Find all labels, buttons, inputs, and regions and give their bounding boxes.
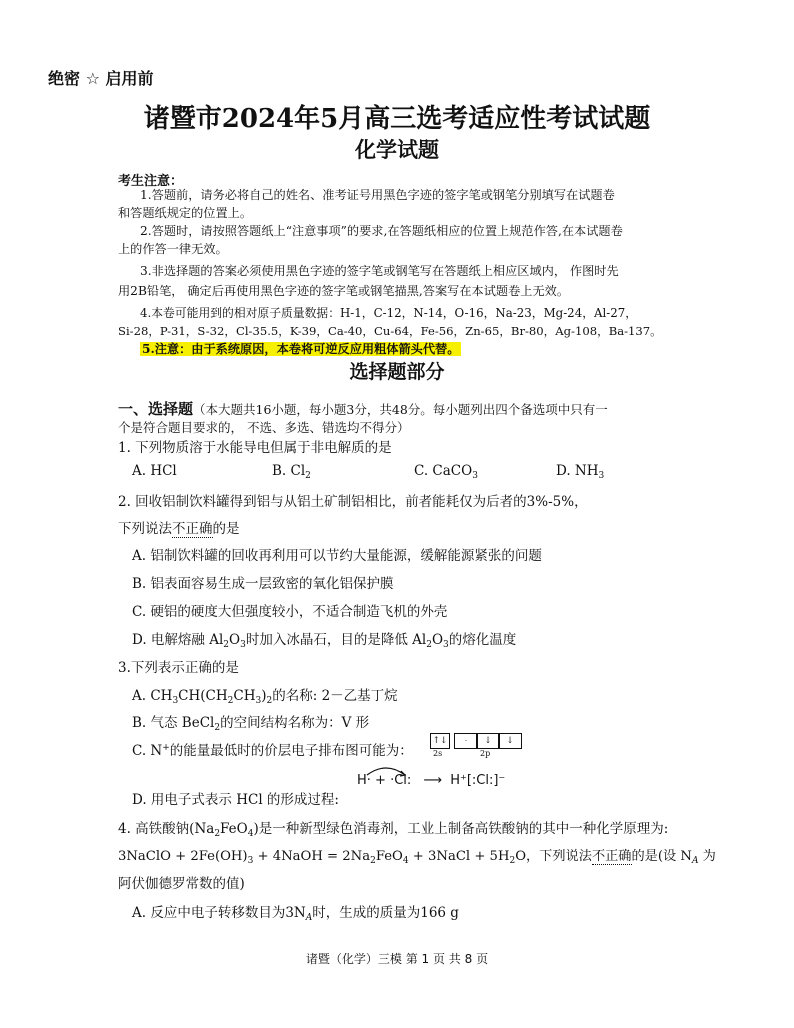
- part1-description: （本大题共16小题，每小题3分，共48分。每小题列出四个备选项中只有一: [193, 402, 608, 417]
- q3-option-a: [132, 684, 398, 704]
- q4-eq-s2: 2: [370, 856, 376, 866]
- q4-a-sub: A: [305, 913, 313, 923]
- q2-stem2-pre: 下列说法: [118, 521, 172, 537]
- q3-c-pre: C. N: [132, 743, 163, 759]
- notice-item-2: 2.答题时，请按照答题纸上“注意事项”的要求,在答题纸相应的位置上规范作答,在本试题卷: [140, 224, 623, 238]
- q1-d-sub: 3: [598, 471, 605, 481]
- q2-stem: 2. 回收铝制饮料罐得到铝与从铝土矿制铝相比，前者能耗仅为后者的3%-5%，: [118, 494, 588, 510]
- notice-item-4-cont: Si-28，P-31，S-32，Cl-35.5，K-39，Ca-40，Cu-64，Fe-56，Zn-65，Br-80，Ag-108，Ba-137。: [118, 324, 662, 338]
- q3-option-b: [132, 711, 369, 731]
- q3-b-sub: 2: [214, 723, 221, 733]
- q4-stem-pre: 4. 高铁酸钠(Na: [118, 821, 215, 837]
- q4-stem: [118, 817, 668, 837]
- q1-b-pre: B. Cl: [272, 463, 306, 479]
- confidential-label: 绝密 ☆ 启用前: [48, 69, 154, 88]
- q4-stem-post: )是一种新型绿色消毒剂，工业上制备高铁酸钠的其中一种化学原理为:: [253, 821, 669, 837]
- q2-d-mid3: O: [431, 632, 444, 648]
- q3-option-c: [132, 739, 413, 759]
- q4-stem-s2: 4: [247, 829, 254, 839]
- q3-a-s2: 2: [227, 696, 234, 706]
- q3-c-post: 的能量最低时的价层电子排布图可能为：: [169, 743, 413, 759]
- q3-a-s1: 3: [172, 696, 179, 706]
- q1-option-a: A. HCl: [132, 463, 177, 479]
- exam-subtitle: 化学试题: [355, 137, 439, 162]
- q4-eq-m3: + 3NaCl + 5H: [408, 849, 510, 864]
- q2-option-c: C. 硬铝的硬度大但强度较小，不适合制造飞机的外壳: [132, 604, 448, 620]
- reaction-arrow-icon: ⟶: [423, 773, 443, 788]
- q3-a-m2: CH: [233, 688, 256, 704]
- notice-item-1-cont: 和答题纸规定的位置上。: [118, 206, 253, 220]
- q3-a-s4: 2: [266, 696, 273, 706]
- q1-c-sub: 3: [472, 471, 478, 481]
- q2-stem-cont: [118, 517, 240, 537]
- q2-d-sub4: 3: [443, 640, 449, 650]
- hcl-product: H⁺[:Cl:]⁻: [450, 773, 506, 788]
- notice-item-4: 4.本卷可能用到的相对原子质量数据：H-1，C-12，N-14，O-16，Na-23，Mg-24，Al-27，: [140, 306, 638, 320]
- q3-option-d: D. 用电子式表示 HCl 的形成过程:: [132, 792, 339, 808]
- notice-heading: 考生注意：: [118, 174, 184, 189]
- page-footer: 诸暨（化学）三模 第 1 页 共 8 页: [305, 952, 489, 966]
- part1-description-cont: 个是符合题目要求的， 不选、多选、错选均不得分）: [118, 420, 410, 435]
- q2-d-mid2: 时加入冰晶石，目的是降低 Al: [245, 632, 427, 648]
- q4-eq-s3: 4: [402, 856, 409, 866]
- q4-eq-m1: + 4NaOH = 2Na: [253, 849, 371, 864]
- q4-stem-s1: 2: [214, 829, 221, 839]
- q4-eq-m4: O，下列说法: [515, 849, 592, 864]
- q4-stem-cont: 阿伏伽德罗常数的值): [118, 876, 245, 892]
- notice-item-3: 3.非选择题的答案必须使用黑色字迹的签字笔或钢笔写在答题纸上相应区域内， 作图时先: [140, 264, 619, 278]
- q1-option-d: [556, 463, 604, 479]
- q2-stem2-post: 的是: [212, 521, 240, 537]
- orbital-box-2p-2: ↓: [476, 733, 500, 749]
- orbital-box-2p-3: ↓: [498, 733, 522, 749]
- q1-b-sub: 2: [305, 471, 311, 481]
- q3-a-pre: A. CH: [132, 688, 173, 704]
- orbital-box-2s: ↑↓: [430, 733, 450, 749]
- orbital-label-2p: 2p: [480, 749, 491, 758]
- q2-option-b: B. 铝表面容易生成一层致密的氧化铝保护膜: [132, 576, 394, 592]
- orbital-box-2p-1: ·: [454, 733, 478, 749]
- q2-d-pre: D. 电解熔融 Al: [132, 632, 224, 648]
- notice-item-3-cont: 用2B铅笔， 确定后再使用黑色字迹的签字笔或钢笔描黑,答案写在本试题卷上无效。: [118, 284, 570, 298]
- q1-option-b: [272, 463, 311, 479]
- q2-d-sub2: 3: [240, 640, 246, 650]
- q3-b-post: 的空间结构名称为：V 形: [220, 715, 370, 731]
- q4-negation: 不正确: [591, 849, 632, 864]
- q2-d-mid1: O: [229, 632, 241, 648]
- section-title: 选择题部分: [349, 361, 445, 383]
- notice-item-1: 1.答题前，请务必将自己的姓名、准考证号用黑色字迹的签字笔或钢笔分别填写在试题卷: [140, 188, 615, 202]
- q3-a-m1: CH(CH: [178, 688, 228, 704]
- q4-a-pre: A. 反应中电子转移数目为3N: [132, 905, 306, 921]
- q3-c-sup: +: [162, 743, 170, 753]
- part1-heading-line: [118, 398, 608, 419]
- part1-heading: 一、选择题: [118, 400, 194, 418]
- orbital-label-2s: 2s: [433, 749, 443, 758]
- orbital-diagram: [430, 733, 520, 761]
- q4-stem-m1: FeO: [220, 821, 248, 837]
- q3-stem: 3.下列表示正确的是: [118, 660, 239, 676]
- q4-eq-m2: FeO: [375, 849, 403, 864]
- hcl-reactants: H· + ·Cl:: [357, 773, 412, 788]
- q1-c-pre: C. CaCO: [414, 463, 473, 479]
- q2-d-post: 的熔化温度: [448, 632, 517, 648]
- q3-a-post: 的名称: 2－乙基丁烷: [272, 688, 398, 704]
- q4-a-post: 时，生成的质量为166 g: [312, 905, 459, 921]
- exam-title: 诸暨市2024年5月高三选考适应性考试试题: [143, 104, 651, 134]
- q2-d-sub1: 2: [223, 640, 230, 650]
- q4-eq-end: 为: [698, 849, 716, 864]
- hcl-formation-diagram: [357, 773, 505, 788]
- q1-option-c: [414, 463, 478, 479]
- notice-item-5-highlight: 5.注意：由于系统原因，本卷将可逆反应用粗体箭头代替。: [142, 342, 460, 356]
- q4-eq-s4: 2: [509, 856, 516, 866]
- q1-stem: 1. 下列物质溶于水能导电但属于非电解质的是: [118, 440, 392, 456]
- q3-a-m3: ): [261, 688, 267, 704]
- q4-option-a: [132, 901, 459, 921]
- q1-d-pre: D. NH: [556, 463, 599, 479]
- q2-negation: 不正确: [172, 521, 213, 537]
- q2-d-sub3: 2: [426, 640, 432, 650]
- q4-eq-pre: 3NaClO + 2Fe(OH): [118, 849, 248, 864]
- electron-transfer-arrow-icon: [365, 765, 407, 777]
- q2-option-a: A. 铝制饮料罐的回收再利用可以节约大量能源，缓解能源紧张的问题: [132, 548, 542, 564]
- q3-b-pre: B. 气态 BeCl: [132, 715, 215, 731]
- q3-a-s3: 3: [255, 696, 262, 706]
- q2-option-d: [132, 628, 516, 648]
- q4-eq-s1: 3: [247, 856, 254, 866]
- q4-eq-na-sub: A: [691, 856, 699, 866]
- q4-eq-post: 的是(设 N: [631, 849, 692, 864]
- q4-equation: [118, 845, 716, 864]
- notice-item-2-cont: 上的作答一律无效。: [118, 242, 228, 256]
